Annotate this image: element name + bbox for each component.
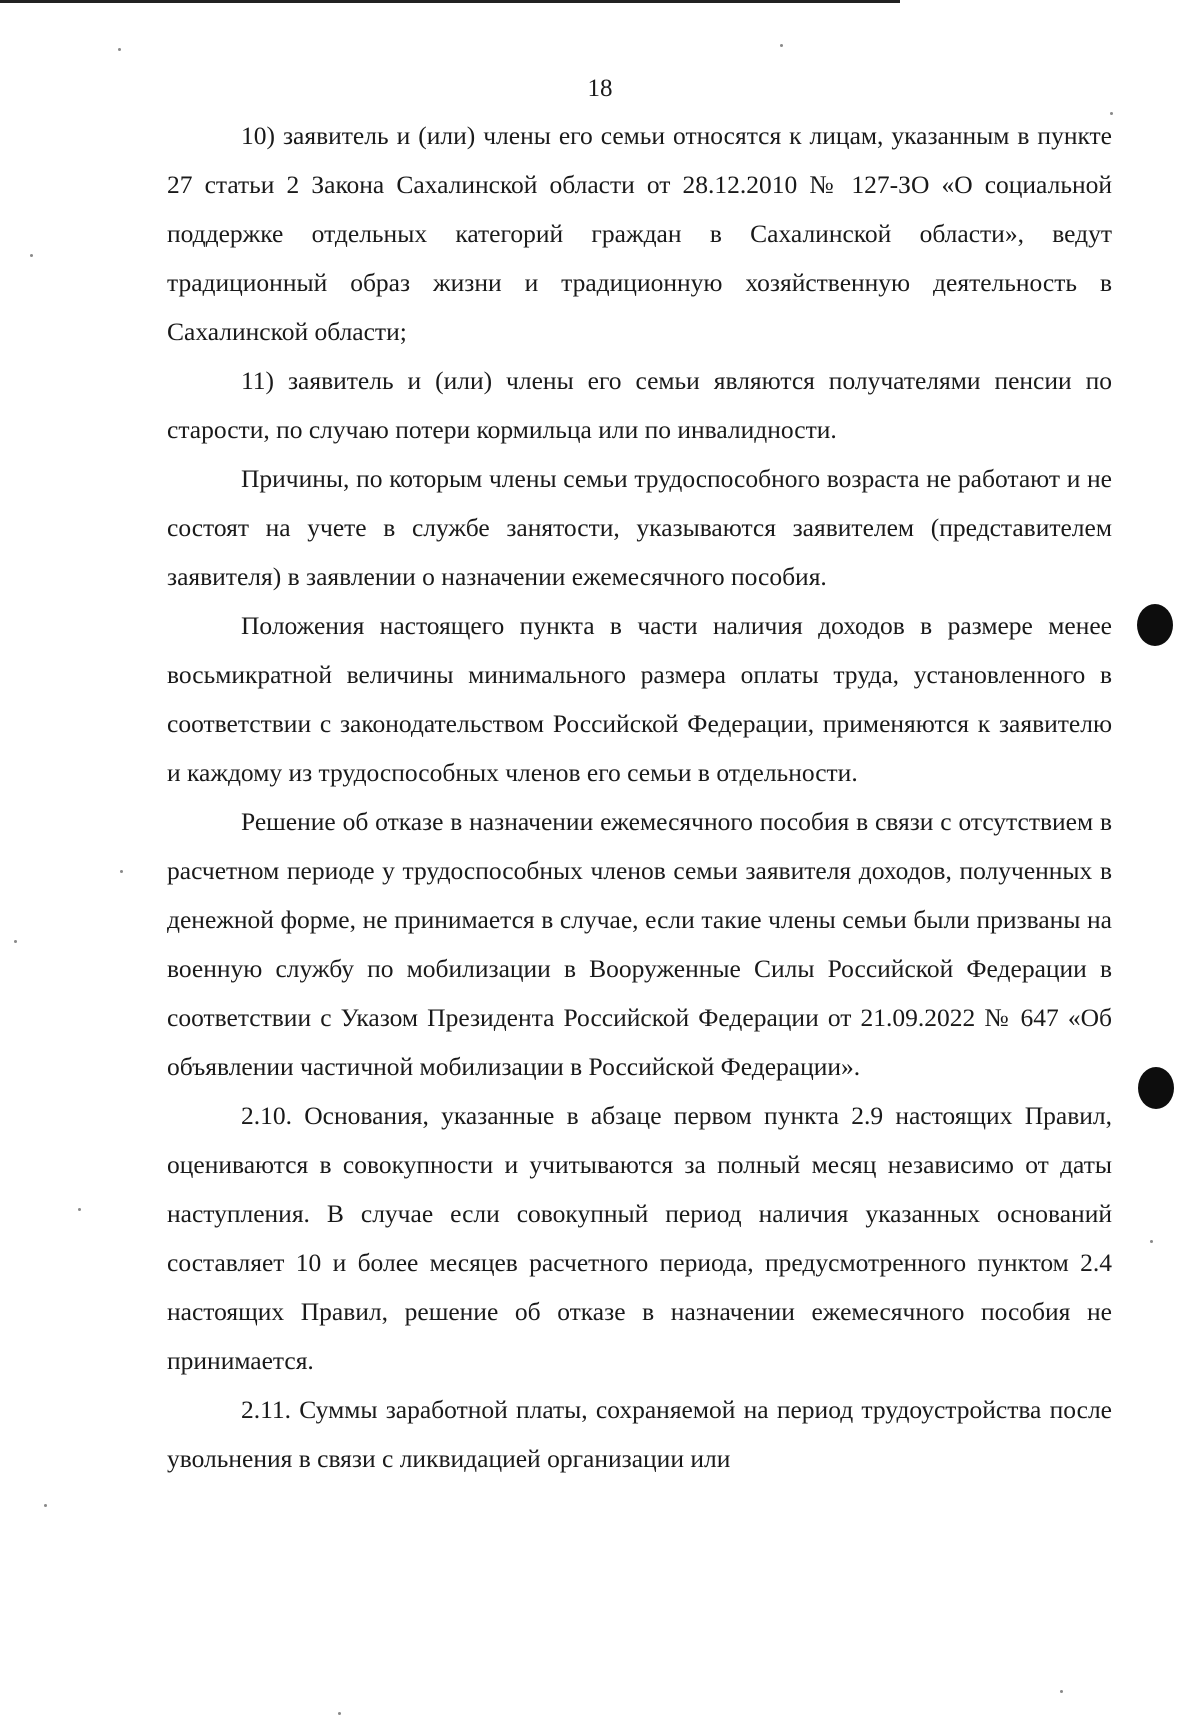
scan-speck <box>44 1504 47 1507</box>
scan-speck <box>120 870 123 873</box>
scan-speck <box>780 44 783 47</box>
top-border-line <box>0 0 900 3</box>
scan-speck <box>14 940 17 943</box>
paragraph-income-provisions: Положения настоящего пункта в части наличия доходов в размере менее восьмикратной величины минимального размера оплаты труда, установленного в соответствии с законодательством Российской Федерации, применяются к заявителю и каждому из трудоспособных членов его семьи в отдельности. <box>167 611 1112 787</box>
scan-speck <box>1150 1240 1153 1243</box>
scan-speck <box>1060 1690 1063 1693</box>
scan-speck <box>30 254 33 257</box>
paragraph-2-11: 2.11. Суммы заработной платы, сохраняемой на период трудоустройства после увольнения в связи с ликвидацией организации или <box>167 1395 1112 1473</box>
paragraph-item-10: 10) заявитель и (или) члены его семьи относятся к лицам, указанным в пункте 27 статьи 2 Закона Сахалинской области от 28.12.2010 № 127-ЗО «О социальной поддержке отдельных категорий граждан в Сахалинской области», ведут традиционный образ жизни и традиционную хозяйственную деятельность в Сахалинской области; <box>167 121 1112 346</box>
scan-speck <box>1110 112 1113 115</box>
paragraph-mobilization-exception: Решение об отказе в назначении ежемесячного пособия в связи с отсутствием в расчетном периоде у трудоспособных членов семьи заявителя доходов, полученных в денежной форме, не принимается в случае, если такие члены семьи были призваны на военную службу по мобилизации в Вооруженные Силы Российской Федерации в соответствии с Указом Президента Российской Федерации от 21.09.2022 № 647 «Об объявлении частичной мобилизации в Российской Федерации». <box>167 807 1112 1081</box>
page-number: 18 <box>587 75 613 102</box>
paragraph-item-11: 11) заявитель и (или) члены его семьи являются получателями пенсии по старости, по случаю потери кормильца или по инвалидности. <box>167 366 1112 444</box>
punch-hole-mark <box>1137 604 1173 646</box>
punch-hole-mark <box>1138 1067 1174 1109</box>
scan-speck <box>118 48 121 51</box>
document-body <box>167 111 1112 1483</box>
paragraph-reasons: Причины, по которым члены семьи трудоспособного возраста не работают и не состоят на учете в службе занятости, указываются заявителем (представителем заявителя) в заявлении о назначении ежемесячного пособия. <box>167 464 1112 591</box>
scan-speck <box>78 1208 81 1211</box>
paragraph-2-10: 2.10. Основания, указанные в абзаце первом пункта 2.9 настоящих Правил, оцениваются в совокупности и учитываются за полный месяц независимо от даты наступления. В случае если совокупный период наличия указанных оснований составляет 10 и более месяцев расчетного периода, предусмотренного пунктом 2.4 настоящих Правил, решение об отказе в назначении ежемесячного пособия не принимается. <box>167 1101 1112 1375</box>
scan-speck <box>338 1712 341 1715</box>
